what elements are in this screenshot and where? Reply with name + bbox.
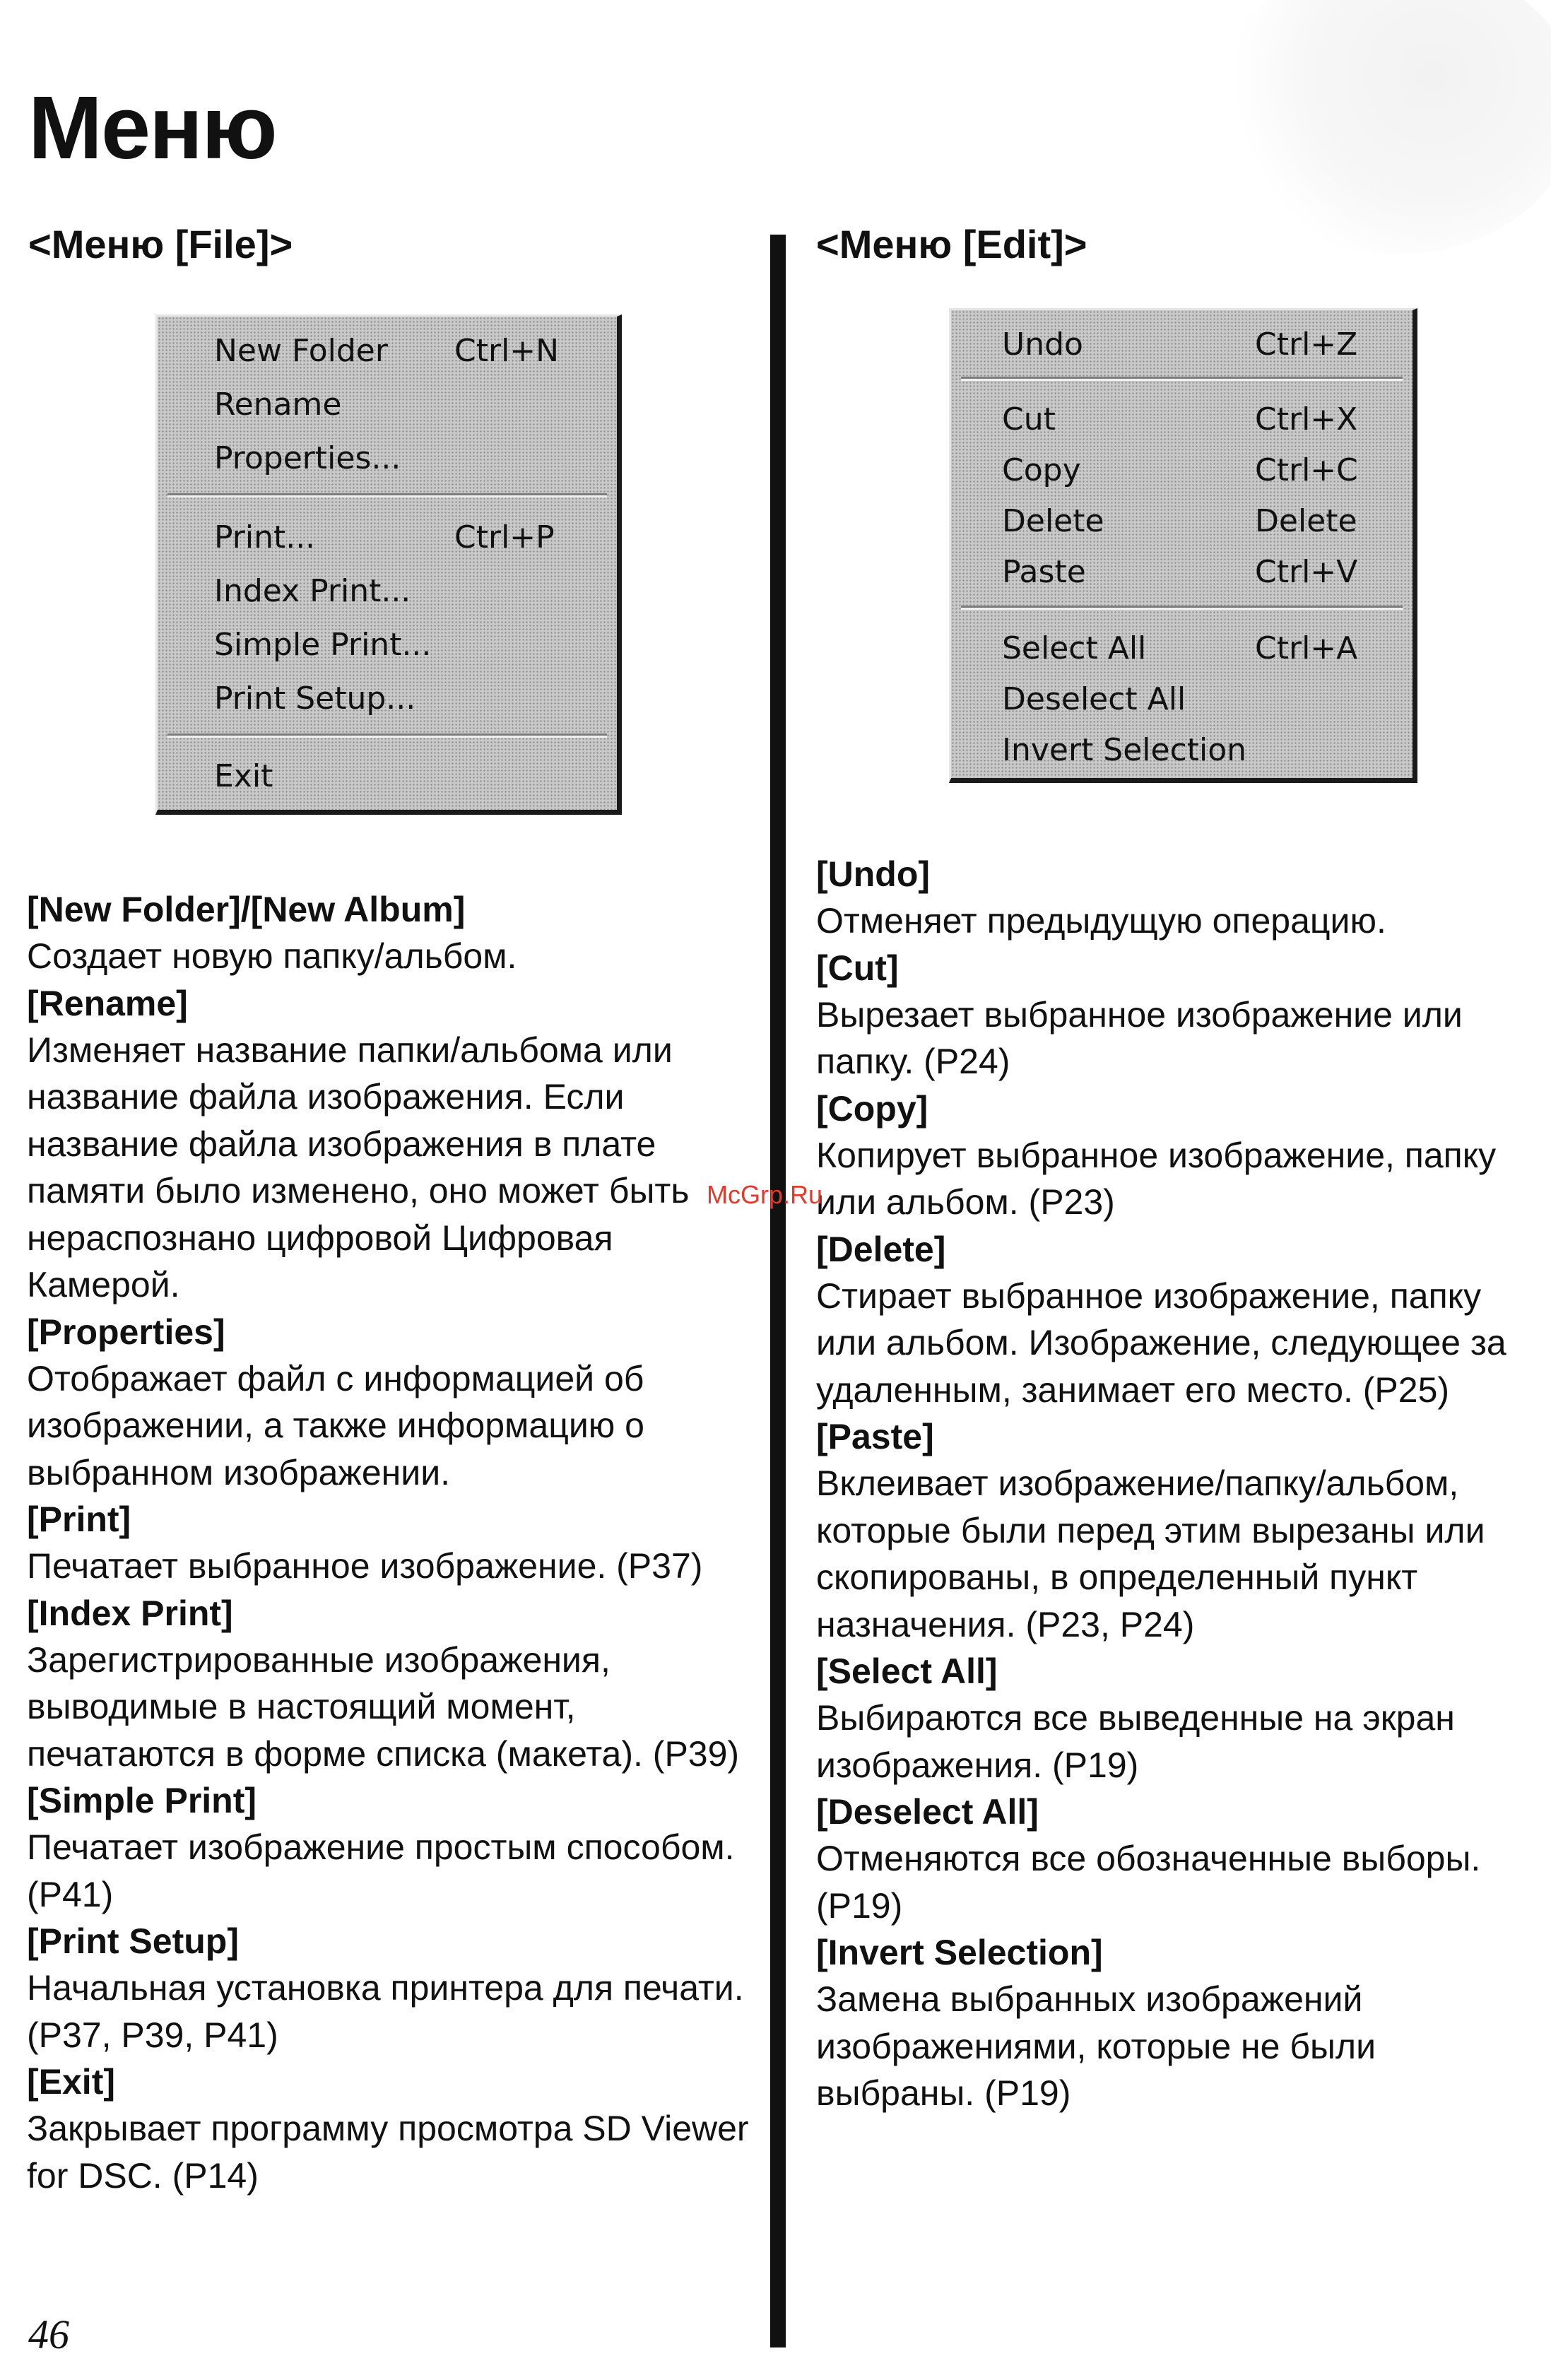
file-menu-heading: <Меню [File]> xyxy=(28,222,293,266)
corner-decoration xyxy=(1212,0,1551,254)
entry-description: Печатает изображение простым способом. (P41) xyxy=(27,1827,735,1914)
page-title: Меню xyxy=(28,78,276,177)
menu-item-label: Invert Selection xyxy=(1002,731,1247,768)
menu-separator xyxy=(167,493,607,497)
edit-menu-descriptions xyxy=(816,851,1530,2117)
entry-description: Вклеивает изображение/папку/альбом, которые были перед этим вырезаны или скопированы, в определенный пункт назначения. (P23, P24) xyxy=(816,1463,1485,1644)
entry-description: Закрывает программу просмотра SD Viewer for DSC. (P14) xyxy=(27,2109,749,2196)
menu-item-cut[interactable] xyxy=(951,395,1413,443)
menu-item-shortcut: Ctrl+N xyxy=(454,332,560,369)
file-menu-screenshot xyxy=(155,314,622,815)
menu-item-label: Undo xyxy=(1002,326,1083,363)
entry-description: Отменяются все обозначенные выборы. (P19) xyxy=(816,1839,1481,1926)
entry-term: [Properties] xyxy=(27,1312,225,1352)
entry-description: Стирает выбранное изображение, папку или альбом. Изображение, следующее за удаленным, занимает его место. (P25) xyxy=(816,1276,1506,1410)
menu-item-shortcut: Ctrl+P xyxy=(454,519,555,555)
edit-menu-screenshot xyxy=(949,308,1417,783)
menu-item-label: Rename xyxy=(214,386,342,423)
menu-separator xyxy=(961,377,1403,381)
menu-item-shortcut: Ctrl+C xyxy=(1255,452,1358,488)
entry-term: [Rename] xyxy=(27,983,188,1023)
file-menu-descriptions xyxy=(27,886,769,2199)
entry-description: Создает новую папку/альбом. xyxy=(27,936,517,976)
menu-item-label: Copy xyxy=(1002,452,1081,488)
menu-item-delete[interactable] xyxy=(951,497,1413,545)
menu-item-label: Delete xyxy=(1002,502,1104,539)
entry-term: [Undo] xyxy=(816,854,931,894)
entry-description: Выбираются все выведенные на экран изображения. (P19) xyxy=(816,1698,1455,1785)
menu-item-label: Print Setup... xyxy=(214,680,416,717)
column-divider xyxy=(770,235,786,2347)
entry-description: Изменяет название папки/альбома или название файла изображения. Если название файла изображения в плате памяти было изменено, оно может быть нераспознано цифровой Цифровая Камерой. xyxy=(27,1030,690,1304)
entry-term: [Simple Print] xyxy=(27,1781,257,1820)
menu-item-copy[interactable] xyxy=(951,446,1413,494)
edit-menu-heading: <Меню [Edit]> xyxy=(816,222,1087,266)
menu-item-print[interactable] xyxy=(158,513,617,561)
menu-item-rename[interactable] xyxy=(158,380,617,428)
menu-separator xyxy=(961,606,1403,610)
entry-description: Зарегистрированные изображения, выводимые в настоящий момент, печатаются в форме списка (макета). (P39) xyxy=(27,1639,740,1774)
menu-item-print-setup[interactable] xyxy=(158,674,617,722)
menu-item-deselect-all[interactable] xyxy=(951,675,1413,723)
entry-term: [Index Print] xyxy=(27,1593,233,1633)
menu-item-select-all[interactable] xyxy=(951,624,1413,672)
entry-description: Отменяет предыдущую операцию. xyxy=(816,901,1386,941)
menu-item-label: Cut xyxy=(1002,401,1056,437)
entry-term: [Cut] xyxy=(816,948,899,988)
menu-item-label: Simple Print... xyxy=(214,626,432,663)
entry-description: Печатает выбранное изображение. (P37) xyxy=(27,1546,703,1586)
entry-term: [Print Setup] xyxy=(27,1921,239,1961)
menu-item-shortcut: Ctrl+A xyxy=(1255,630,1358,666)
menu-item-invert-selection[interactable] xyxy=(951,726,1413,774)
menu-item-new-folder[interactable] xyxy=(158,326,617,375)
menu-item-simple-print[interactable] xyxy=(158,620,617,668)
entry-description: Замена выбранных изображений изображениями, которые не были выбраны. (P19) xyxy=(816,1979,1376,2113)
menu-item-exit[interactable] xyxy=(158,752,617,800)
menu-item-label: Index Print... xyxy=(214,572,411,609)
menu-item-label: Deselect All xyxy=(1002,681,1186,717)
menu-item-properties[interactable] xyxy=(158,434,617,482)
entry-term: [Deselect All] xyxy=(816,1792,1039,1832)
menu-item-label: Print... xyxy=(214,519,316,555)
entry-term: [Copy] xyxy=(816,1088,928,1129)
entry-term: [Exit] xyxy=(27,2062,115,2102)
entry-term: [Select All] xyxy=(816,1651,998,1691)
menu-item-shortcut: Delete xyxy=(1255,502,1357,539)
menu-item-label: Paste xyxy=(1002,553,1086,590)
page-number: 46 xyxy=(28,2311,69,2357)
menu-item-shortcut: Ctrl+X xyxy=(1255,401,1358,437)
entry-description: Начальная установка принтера для печати. (P37, P39, P41) xyxy=(27,1968,744,2055)
entry-description: Копирует выбранное изображение, папку или альбом. (P23) xyxy=(816,1135,1497,1222)
menu-item-undo[interactable] xyxy=(951,320,1413,368)
menu-item-paste[interactable] xyxy=(951,548,1413,596)
menu-item-shortcut: Ctrl+V xyxy=(1255,553,1358,590)
entry-term: [Delete] xyxy=(816,1229,946,1269)
entry-term: [Invert Selection] xyxy=(816,1933,1103,1972)
menu-item-index-print[interactable] xyxy=(158,567,617,615)
entry-description: Отображает файл с информацией об изображении, а также информацию о выбранном изображении. xyxy=(27,1358,644,1492)
menu-separator xyxy=(167,734,607,738)
menu-item-label: Exit xyxy=(214,758,273,794)
menu-item-label: Select All xyxy=(1002,630,1147,666)
menu-item-shortcut: Ctrl+Z xyxy=(1255,326,1358,363)
menu-item-label: New Folder xyxy=(214,332,388,369)
entry-description: Вырезает выбранное изображение или папку. (P24) xyxy=(816,994,1463,1081)
entry-term: [New Folder]/[New Album] xyxy=(27,890,466,929)
entry-term: [Print] xyxy=(27,1500,131,1539)
entry-term: [Paste] xyxy=(816,1417,934,1456)
menu-item-label: Properties... xyxy=(214,440,401,476)
watermark: McGrp.Ru xyxy=(707,1180,823,1209)
